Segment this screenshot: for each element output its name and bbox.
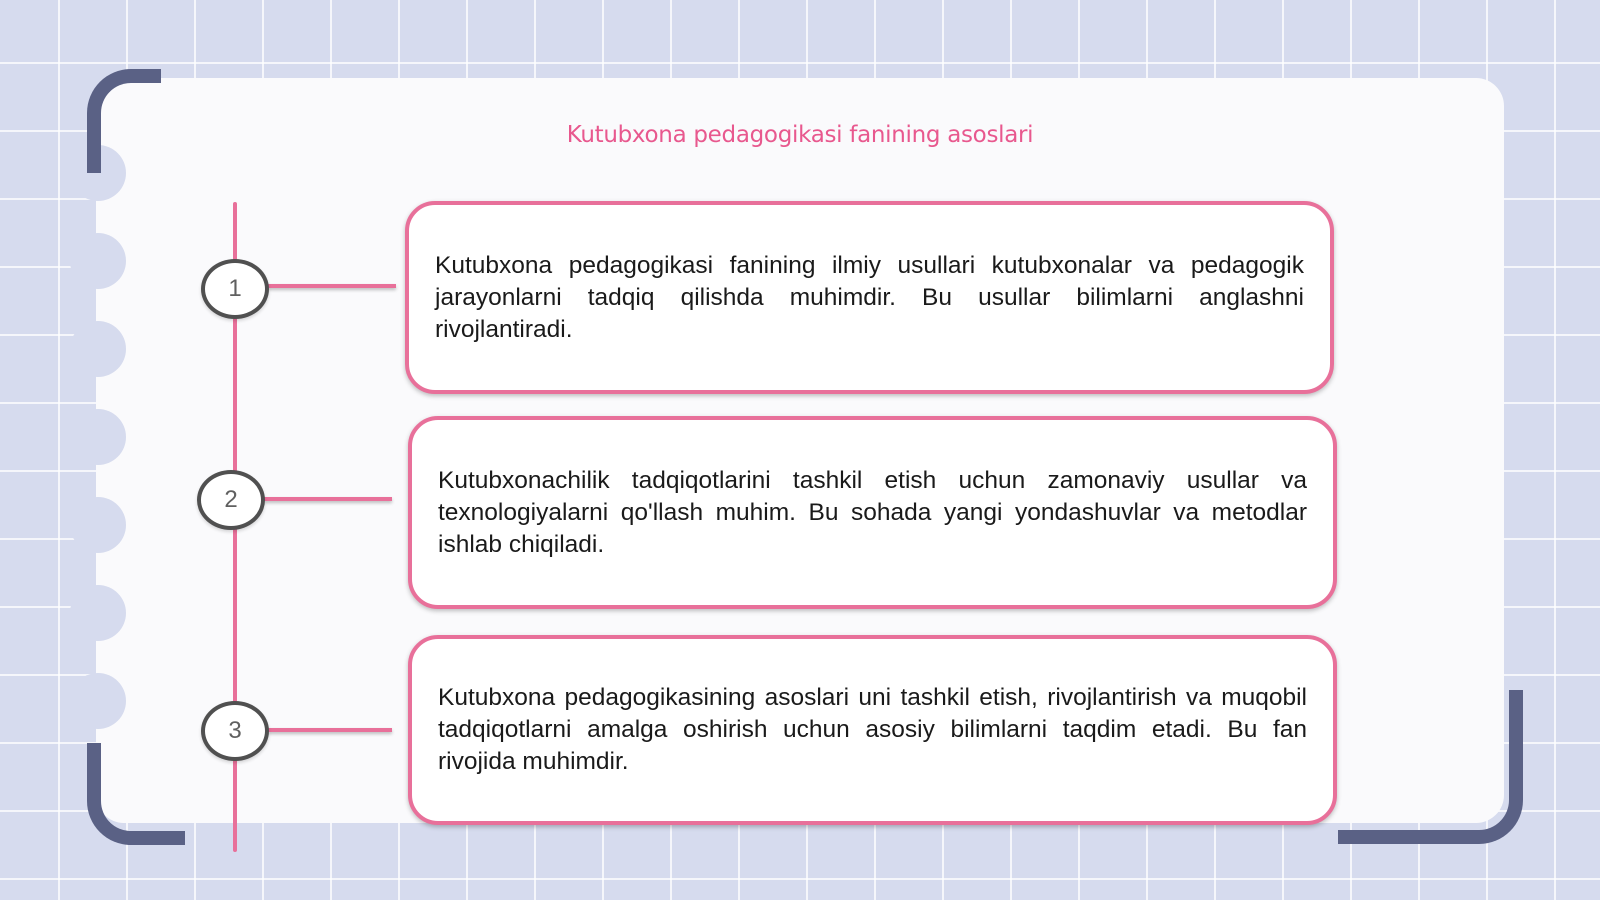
- step-number-3: 3: [201, 701, 269, 761]
- step-connector: [264, 497, 392, 501]
- step-connector: [268, 284, 396, 288]
- paper-tab: [70, 409, 126, 465]
- paper-tab: [70, 497, 126, 553]
- step-text-3: Kutubxona pedagogikasining asoslari uni tashkil etish, rivojlantirish va muqobil tadqiqotlarni amalga oshirish uchun asosiy bilimlarni taqdim etadi. Bu fan rivojida muhimdir.: [438, 684, 1307, 775]
- step-text-2: Kutubxonachilik tadqiqotlarini tashkil etish uchun zamonaviy usullar va texnologiyalarni qo'llash muhim. Bu sohada yangi yondashuvlar va metodlar ishlab chiqiladi.: [438, 466, 1307, 558]
- step-number-1: 1: [201, 259, 269, 319]
- step-number-2: 2: [197, 470, 265, 530]
- corner-bracket-bottom-right: [1338, 690, 1523, 844]
- step-card-1: [405, 201, 1334, 394]
- paper-tab: [70, 321, 126, 377]
- step-card-2: [408, 416, 1337, 609]
- step-connector: [268, 728, 392, 732]
- slide-title: Kutubxona pedagogikasi fanining asoslari: [566, 122, 1034, 148]
- paper-tab: [70, 585, 126, 641]
- corner-bracket-bottom-left: [87, 743, 185, 845]
- corner-bracket-top-left: [87, 69, 161, 173]
- paper-tab: [70, 673, 126, 729]
- step-card-3: [408, 635, 1337, 825]
- paper-tab: [70, 233, 126, 289]
- step-text-1: Kutubxona pedagogikasi fanining ilmiy usullari kutubxonalar va pedagogik jarayonlarni tadqiq qilishda muhimdir. Bu usullar bilimlarni anglashni rivojlantiradi.: [435, 251, 1304, 343]
